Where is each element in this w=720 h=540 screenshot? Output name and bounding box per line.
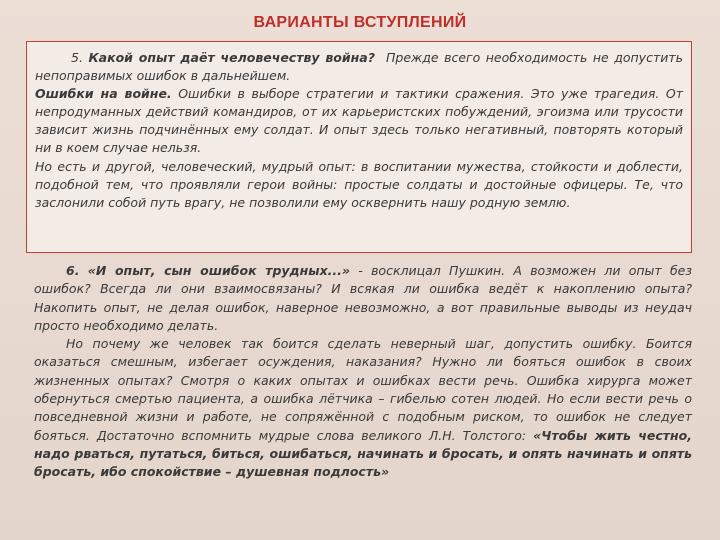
section-6-tolstoy-quote: «Чтобы жить честно, надо рваться, путаться, биться, ошибаться, начинать и бросать, и опять начинать и опять бросать, ибо спокойствие – душевная подлость» [34, 427, 692, 480]
section-5-errors-text: Ошибки в выборе стратегии и тактики сражения. Это уже трагедия. От непродуманных действий командиров, от их карьеристских побуждений, эгоизма или трусости зависит жизнь подчинённых ему солдат. И опыт здесь только негативный, повторять который ни в коем случае нельзя. [35, 86, 683, 156]
section-5-errors-heading: Ошибки на войне. [35, 86, 172, 102]
section-6-paragraph-1-text: - восклицал Пушкин. А возможен ли опыт без ошибок? Всегда ли они взаимосвязаны? И всякая ли ошибка ведёт к накоплению опыта? Накопить опыт, не делая ошибок, наверное невозможно, а вот правильные выводы из неудач просто необходимо делать. [34, 263, 692, 333]
section-5-paragraph-1 [35, 49, 683, 85]
section-6-number: 6. [66, 263, 80, 278]
section-5-paragraph-2 [35, 85, 683, 157]
section-6-paragraph-1 [34, 262, 692, 335]
section-5-heading: Какой опыт даёт человечеству война? [88, 50, 375, 65]
section-6-pushkin-quote: «И опыт, сын ошибок трудных...» [87, 263, 351, 278]
page-title: ВАРИАНТЫ ВСТУПЛЕНИЙ [253, 14, 467, 31]
section-5-number: 5. [71, 50, 83, 65]
section-5-other-text: Но есть и другой, человеческий, мудрый опыт: в воспитании мужества, стойкости и доблести, подобной тем, что проявляли герои войны: простые солдаты и достойные офицеры. Те, что заслонили собой путь врагу, не позволили ему осквернить нашу родную землю. [35, 158, 683, 210]
section-6-paragraph-2 [34, 335, 692, 481]
section-6 [34, 262, 692, 482]
section-5-intro: Прежде всего необходимость не допустить непоправимых ошибок в дальнейшем. [35, 50, 684, 84]
section-5-box [26, 41, 692, 253]
section-5-paragraph-3 [35, 158, 683, 212]
section-6-paragraph-2-text: Но почему же человек так боится сделать неверный шаг, допустить ошибку. Боится оказаться смешным, избегает осуждения, наказания? Нужно ли бояться ошибок в своих жизненных опытах? Смотря о каких опытах и ошибках вести речь. Ошибка хирурга может обернуться смертью пациента, а ошибка лётчика – гибелью сотен людей. Но если вести речь о повседневной жизни и работе, не сопряжённой с подобным риском, то ошибок не следует бояться. Достаточно вспомнить мудрые слова великого Л.Н. Толстого: [34, 336, 692, 443]
